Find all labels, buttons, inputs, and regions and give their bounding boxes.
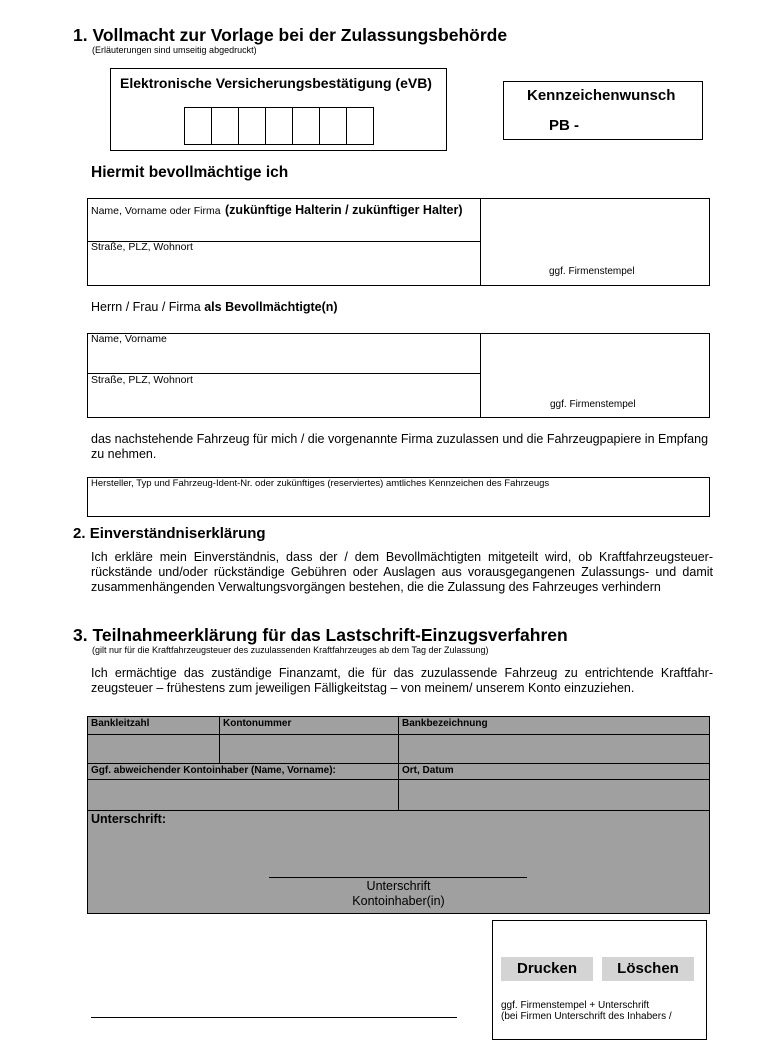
place-date-header: Ort, Datum [398, 763, 710, 780]
signature-label: Unterschrift: [91, 812, 167, 826]
evb-label: Elektronische Versicherungsbestätigung (eVB) [120, 75, 432, 91]
section-1-number: 1. [73, 25, 88, 45]
section-2-number: 2. [73, 525, 86, 542]
proxy-name-label: Name, Vorname [91, 333, 167, 345]
print-button[interactable]: Drucken [501, 957, 593, 981]
evb-digit-field[interactable] [320, 108, 347, 144]
stamp-signature-box [492, 920, 707, 1040]
signature-line [269, 877, 527, 878]
holder-box [87, 198, 710, 286]
bankname-header: Bankbezeichnung [398, 716, 710, 735]
kennzeichen-value[interactable]: PB - [549, 117, 579, 134]
konto-header: Kontonummer [219, 716, 399, 735]
proxy-stamp-label: ggf. Firmenstempel [550, 399, 636, 410]
section-3-number: 3. [73, 625, 88, 645]
proxy-name-field[interactable] [88, 334, 481, 374]
authorize-heading: Hiermit bevollmächtige ich [91, 164, 289, 181]
holder-address-field[interactable] [88, 242, 481, 285]
section-3-text: Ich ermächtige das zuständige Finanzamt, die für das zuzulassende Fahrzeug zu entrichtende Kraftfahr-zeugsteuer – frühestens zum jeweiligen Fälligkeitstag – von meinem/ unserem Konto einzuziehen. [91, 666, 713, 695]
signature-field[interactable] [87, 810, 710, 914]
kennzeichen-box [503, 81, 703, 140]
holder-address-label: Straße, PLZ, Wohnort [91, 241, 193, 253]
section-2-heading [73, 525, 266, 542]
blz-header: Bankleitzahl [87, 716, 220, 735]
holder-name-field[interactable] [88, 199, 481, 242]
evb-digit-field[interactable] [293, 108, 320, 144]
evb-digit-grid [184, 107, 374, 145]
section-1-note: (Erläuterungen sind umseitig abgedruckt) [92, 45, 257, 55]
evb-digit-field[interactable] [185, 108, 212, 144]
evb-digit-field[interactable] [266, 108, 293, 144]
evb-digit-field[interactable] [347, 108, 373, 144]
bankname-field[interactable] [398, 734, 710, 764]
section-2-text: Ich erkläre mein Einverständnis, dass der / dem Bevollmächtigten mitgeteilt wird, ob Kraftfahrzeugsteuer-rückstände und/oder rückständige Gebühren oder Auslagen aus vorausgegangenen Zulassungs- und damit zusammenhängenden Verwaltungsvorgängen bestehen, die die Zulassung des Fahrzeuges verhindern [91, 550, 713, 594]
section-2-title: Einverständniserklärung [89, 525, 266, 542]
proxy-stamp-field[interactable] [481, 334, 709, 417]
section-3-heading [73, 625, 568, 646]
vehicle-field-label: Hersteller, Typ und Fahrzeug-Ident-Nr. oder zukünftiges (reserviertes) amtliches Kennzeichen des Fahrzeugs [91, 478, 550, 489]
kennzeichen-label: Kennzeichenwunsch [527, 87, 676, 104]
blz-field[interactable] [87, 734, 220, 764]
proxy-address-field[interactable] [88, 374, 481, 417]
section-3-note: (gilt nur für die Kraftfahrzeugsteuer des zuzulassenden Kraftfahrzeuges ab dem Tag der Zulassung) [92, 645, 489, 655]
signature-caption: Unterschrift Kontoinhaber(in) [352, 879, 445, 908]
section-3-title: Teilnahmeerklärung für das Lastschrift-Einzugsverfahren [92, 625, 568, 645]
bank-table [87, 716, 710, 914]
proxy-address-label: Straße, PLZ, Wohnort [91, 374, 193, 386]
holder-stamp-field[interactable] [481, 199, 709, 285]
place-date-field[interactable] [398, 779, 710, 811]
vehicle-text: das nachstehende Fahrzeug für mich / die vorgenannte Firma zuzulassen und die Fahrzeugpapiere in Empfang zu nehmen. [91, 432, 709, 461]
vehicle-field[interactable] [87, 477, 710, 517]
evb-box [110, 68, 447, 151]
evb-digit-field[interactable] [212, 108, 239, 144]
holder-name-label: Name, Vorname oder Firma (zukünftige Halterin / zukünftiger Halter) [91, 203, 463, 217]
holder-stamp-label: ggf. Firmenstempel [549, 266, 635, 277]
section-1-title: Vollmacht zur Vorlage bei der Zulassungsbehörde [92, 25, 508, 45]
account-holder-header: Ggf. abweichender Kontoinhaber (Name, Vorname): [87, 763, 399, 780]
proxy-box [87, 333, 710, 418]
proxy-intro: Herrn / Frau / Firma als Bevollmächtigte(n) [91, 300, 338, 314]
footer-signature-line [91, 1017, 457, 1018]
account-holder-field[interactable] [87, 779, 399, 811]
konto-field[interactable] [219, 734, 399, 764]
evb-digit-field[interactable] [239, 108, 266, 144]
section-1-heading [73, 25, 507, 46]
stamp-caption: ggf. Firmenstempel + Unterschrift (bei Firmen Unterschrift des Inhabers / [501, 1000, 672, 1022]
clear-button[interactable]: Löschen [602, 957, 694, 981]
